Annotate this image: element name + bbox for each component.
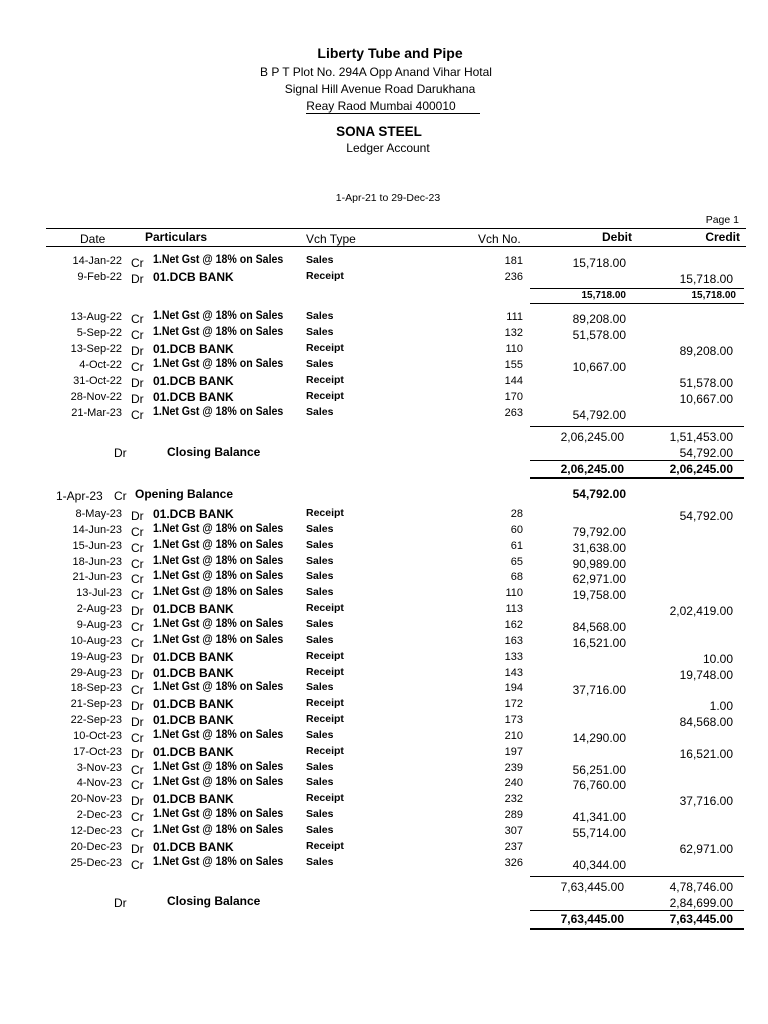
entry-dr-cr: Dr <box>131 344 144 358</box>
entry-particulars: 1.Net Gst @ 18% on Sales <box>153 326 284 338</box>
entry-particulars: 01.DCB BANK <box>153 270 234 284</box>
entry-vch-type: Sales <box>306 326 334 338</box>
entry-dr-cr: Cr <box>131 619 144 634</box>
entry-credit: 16,521.00 <box>679 746 733 761</box>
ledger-row <box>0 523 768 539</box>
entry-credit: 15,718.00 <box>679 272 733 286</box>
entry-particulars: 1.Net Gst @ 18% on Sales <box>153 760 284 773</box>
entry-dr-cr: Cr <box>131 540 144 555</box>
entry-credit: 51,578.00 <box>679 376 733 390</box>
entry-credit: 62,971.00 <box>679 841 733 856</box>
entry-particulars: 01.DCB BANK <box>153 374 234 388</box>
ledger-row <box>0 390 768 406</box>
entry-debit: 37,716.00 <box>572 683 626 698</box>
ledger-row <box>0 776 768 792</box>
page-number: Page 1 <box>705 214 739 226</box>
entry-date: 3-Nov-23 <box>76 761 122 774</box>
section2-closing-amount: 54,792.00 <box>679 446 733 460</box>
entry-date: 13-Sep-22 <box>70 343 122 355</box>
entry-particulars: 01.DCB BANK <box>153 665 234 680</box>
entry-date: 29-Aug-23 <box>70 666 122 679</box>
ledger-row <box>0 618 768 634</box>
entry-credit: 1.00 <box>709 699 733 714</box>
entry-credit: 89,208.00 <box>679 344 733 358</box>
entry-vch-type: Receipt <box>306 792 344 805</box>
entry-debit: 19,758.00 <box>572 588 626 603</box>
entry-date: 18-Jun-23 <box>72 555 122 568</box>
ledger-row <box>0 270 768 286</box>
entry-vch-type: Sales <box>306 358 334 370</box>
entry-credit: 10.00 <box>702 651 733 666</box>
entry-vch-type: Receipt <box>306 342 344 354</box>
report-type: Ledger Account <box>346 141 430 155</box>
entry-debit: 16,521.00 <box>572 635 626 650</box>
section2-grand-rule-bottom <box>530 477 744 479</box>
section2-grand-credit: 2,06,245.00 <box>669 462 733 476</box>
entry-particulars: 01.DCB BANK <box>153 390 234 404</box>
entry-date: 12-Dec-23 <box>70 825 122 837</box>
entry-dr-cr: Cr <box>131 683 144 698</box>
entry-dr-cr: Cr <box>131 826 144 840</box>
entry-credit: 37,716.00 <box>679 794 733 809</box>
entry-dr-cr: Cr <box>131 762 144 777</box>
ledger-row <box>0 840 768 856</box>
ledger-row <box>0 555 768 571</box>
entry-date: 18-Sep-23 <box>70 682 122 695</box>
entry-particulars: 1.Net Gst @ 18% on Sales <box>153 728 284 741</box>
entry-particulars: 01.DCB BANK <box>153 342 234 356</box>
entry-particulars: 01.DCB BANK <box>153 507 234 521</box>
entry-debit: 79,792.00 <box>572 524 626 539</box>
ledger-row <box>0 374 768 390</box>
entry-credit: 19,748.00 <box>679 667 733 682</box>
ledger-row <box>0 586 768 602</box>
entry-vch-type: Sales <box>306 617 334 630</box>
entry-vch-no: 181 <box>504 255 523 267</box>
entry-particulars: 1.Net Gst @ 18% on Sales <box>153 538 284 551</box>
entry-vch-no: 162 <box>504 618 523 631</box>
entry-vch-no: 144 <box>504 375 523 387</box>
ledger-row <box>0 681 768 697</box>
entry-date: 13-Jul-23 <box>76 587 122 600</box>
entry-dr-cr: Cr <box>131 635 144 650</box>
entry-dr-cr: Cr <box>131 778 144 793</box>
entry-vch-type: Sales <box>306 760 334 773</box>
entry-date: 14-Jun-23 <box>72 523 122 536</box>
entry-vch-no: 194 <box>504 682 523 695</box>
entry-vch-type: Sales <box>306 855 334 868</box>
column-particulars: Particulars <box>145 230 208 244</box>
entry-particulars: 1.Net Gst @ 18% on Sales <box>153 570 284 583</box>
section1-subtotal-debit: 15,718.00 <box>581 290 626 301</box>
section2-total-debit: 2,06,245.00 <box>560 430 624 444</box>
section2-closing-label: Closing Balance <box>167 445 261 459</box>
entry-particulars: 1.Net Gst @ 18% on Sales <box>153 358 284 370</box>
entry-debit: 76,760.00 <box>572 778 626 793</box>
entry-debit: 89,208.00 <box>572 312 626 326</box>
section3-closing-drcr: Dr <box>114 896 127 910</box>
entry-vch-type: Receipt <box>306 507 344 519</box>
entry-dr-cr: Dr <box>131 651 144 666</box>
entry-date: 21-Sep-23 <box>70 698 122 711</box>
entry-particulars: 1.Net Gst @ 18% on Sales <box>153 633 284 646</box>
entry-date: 14-Jan-22 <box>72 255 122 267</box>
entry-particulars: 01.DCB BANK <box>153 602 234 617</box>
entry-vch-type: Receipt <box>306 270 344 282</box>
company-address-line-1: B P T Plot No. 294A Opp Anand Vihar Hotal <box>260 65 492 79</box>
entry-particulars: 01.DCB BANK <box>153 697 234 712</box>
header-top-rule <box>46 228 746 229</box>
entry-dr-cr: Cr <box>131 256 144 270</box>
entry-date: 15-Jun-23 <box>72 539 122 552</box>
entry-vch-no: 132 <box>504 327 523 339</box>
entry-vch-no: 143 <box>504 666 523 679</box>
entry-date: 21-Jun-23 <box>72 571 122 584</box>
section1-subtotal-credit: 15,718.00 <box>691 290 736 301</box>
opening-balance-label: Opening Balance <box>135 487 234 501</box>
entry-debit: 84,568.00 <box>572 619 626 634</box>
entry-date: 10-Oct-23 <box>73 729 122 742</box>
section2-closing-drcr: Dr <box>114 446 127 460</box>
entry-dr-cr: Dr <box>131 841 144 856</box>
entry-credit: 10,667.00 <box>679 392 733 406</box>
entry-vch-no: 210 <box>504 729 523 742</box>
ledger-row <box>0 539 768 555</box>
entry-vch-no: 232 <box>504 793 523 806</box>
entry-debit: 51,578.00 <box>572 328 626 342</box>
entry-vch-type: Sales <box>306 808 334 821</box>
entry-debit: 10,667.00 <box>572 360 626 374</box>
entry-vch-no: 197 <box>504 745 523 758</box>
entry-vch-type: Sales <box>306 824 334 836</box>
ledger-row <box>0 650 768 666</box>
header-bottom-rule <box>46 246 746 247</box>
opening-date: 1-Apr-23 <box>56 489 103 503</box>
section3-grand-rule-bottom <box>530 928 744 930</box>
entry-vch-type: Sales <box>306 538 334 551</box>
column-vch-no: Vch No. <box>478 232 521 246</box>
entry-dr-cr: Dr <box>131 715 144 730</box>
entry-particulars: 1.Net Gst @ 18% on Sales <box>153 776 284 789</box>
entry-vch-type: Sales <box>306 310 334 322</box>
entry-particulars: 1.Net Gst @ 18% on Sales <box>153 310 284 322</box>
entry-dr-cr: Dr <box>131 699 144 714</box>
entry-vch-type: Sales <box>306 586 334 599</box>
entry-date: 4-Nov-23 <box>76 777 122 790</box>
entry-vch-type: Sales <box>306 570 334 583</box>
entry-debit: 15,718.00 <box>572 256 626 270</box>
entry-vch-type: Receipt <box>306 602 344 615</box>
entry-particulars: 1.Net Gst @ 18% on Sales <box>153 522 284 535</box>
report-period: 1-Apr-21 to 29-Dec-23 <box>335 192 441 204</box>
entry-particulars: 1.Net Gst @ 18% on Sales <box>153 586 284 599</box>
ledger-row <box>0 729 768 745</box>
entry-date: 22-Sep-23 <box>70 714 122 727</box>
company-name: Liberty Tube and Pipe <box>317 45 463 61</box>
entry-date: 28-Nov-22 <box>70 391 122 403</box>
entry-dr-cr: Dr <box>131 509 144 523</box>
entry-date: 2-Aug-23 <box>76 603 122 616</box>
entry-date: 5-Sep-22 <box>76 327 122 339</box>
ledger-row <box>0 697 768 713</box>
ledger-row <box>0 824 768 840</box>
section3-total-debit: 7,63,445.00 <box>560 880 624 894</box>
entry-date: 9-Aug-23 <box>76 618 122 631</box>
entry-vch-no: 289 <box>504 809 523 822</box>
entry-vch-type: Receipt <box>306 744 344 757</box>
entry-particulars: 1.Net Gst @ 18% on Sales <box>153 855 284 868</box>
entry-debit: 62,971.00 <box>572 572 626 587</box>
ledger-row <box>0 254 768 270</box>
entry-vch-type: Receipt <box>306 665 344 678</box>
entry-date: 19-Aug-23 <box>70 650 122 663</box>
entry-vch-no: 68 <box>510 571 523 584</box>
entry-vch-type: Receipt <box>306 839 344 852</box>
entry-vch-type: Receipt <box>306 713 344 726</box>
entry-date: 25-Dec-23 <box>70 856 122 869</box>
company-address-line-3: Reay Raod Mumbai 400010 <box>306 99 456 113</box>
section3-closing-amount: 2,84,699.00 <box>669 896 733 910</box>
entry-dr-cr: Dr <box>131 794 144 809</box>
entry-vch-type: Receipt <box>306 390 344 402</box>
section3-totals-rule <box>530 876 744 877</box>
entry-dr-cr: Cr <box>131 857 144 872</box>
ledger-row <box>0 342 768 358</box>
entry-dr-cr: Dr <box>131 746 144 761</box>
entry-debit: 55,714.00 <box>572 826 626 840</box>
entry-vch-no: 237 <box>504 840 523 853</box>
entry-vch-no: 111 <box>506 311 523 323</box>
entry-vch-type: Receipt <box>306 649 344 662</box>
column-date: Date <box>80 232 106 246</box>
entry-vch-no: 170 <box>504 391 523 403</box>
ledger-row <box>0 856 768 872</box>
party-name: SONA STEEL <box>336 124 422 139</box>
ledger-row <box>0 792 768 808</box>
entry-debit: 14,290.00 <box>572 730 626 745</box>
entry-particulars: 1.Net Gst @ 18% on Sales <box>153 824 284 836</box>
entry-credit: 2,02,419.00 <box>669 604 733 619</box>
entry-debit: 56,251.00 <box>572 762 626 777</box>
entry-particulars: 01.DCB BANK <box>153 744 234 759</box>
entry-vch-no: 155 <box>504 359 523 371</box>
entry-particulars: 01.DCB BANK <box>153 792 234 807</box>
entry-dr-cr: Dr <box>131 272 144 286</box>
entry-vch-type: Sales <box>306 254 334 266</box>
entry-dr-cr: Cr <box>131 524 144 539</box>
entry-debit: 54,792.00 <box>572 408 626 422</box>
entry-dr-cr: Dr <box>131 667 144 682</box>
entry-debit: 40,344.00 <box>572 857 626 872</box>
ledger-row <box>0 326 768 342</box>
entry-vch-type: Sales <box>306 522 334 535</box>
entry-vch-no: 61 <box>510 539 523 552</box>
ledger-row <box>0 570 768 586</box>
ledger-row <box>0 310 768 326</box>
entry-dr-cr: Cr <box>131 312 144 326</box>
entry-date: 2-Dec-23 <box>76 809 122 822</box>
entry-particulars: 01.DCB BANK <box>153 649 234 664</box>
entry-vch-type: Sales <box>306 633 334 646</box>
entry-dr-cr: Cr <box>131 360 144 374</box>
entry-vch-type: Sales <box>306 728 334 741</box>
ledger-row <box>0 761 768 777</box>
entry-vch-no: 113 <box>505 603 523 616</box>
section2-totals-rule <box>530 426 744 427</box>
entry-particulars: 1.Net Gst @ 18% on Sales <box>153 681 284 694</box>
entry-vch-no: 163 <box>504 634 523 647</box>
entry-dr-cr: Cr <box>131 328 144 342</box>
ledger-row <box>0 666 768 682</box>
section3-grand-debit: 7,63,445.00 <box>560 912 624 926</box>
section3-closing-label: Closing Balance <box>167 894 261 908</box>
entry-date: 21-Mar-23 <box>71 407 122 419</box>
entry-vch-no: 65 <box>510 555 523 568</box>
entry-vch-type: Sales <box>306 776 334 789</box>
ledger-row <box>0 745 768 761</box>
entry-date: 8-May-23 <box>75 508 122 520</box>
section2-total-credit: 1,51,453.00 <box>669 430 733 444</box>
entry-vch-no: 263 <box>504 407 523 419</box>
entry-dr-cr: Cr <box>131 588 144 603</box>
section3-grand-rule-top <box>530 910 744 911</box>
entry-date: 20-Dec-23 <box>70 840 122 853</box>
entry-dr-cr: Cr <box>131 556 144 571</box>
entry-particulars: 1.Net Gst @ 18% on Sales <box>153 554 284 567</box>
entry-dr-cr: Dr <box>131 392 144 406</box>
entry-credit: 54,792.00 <box>679 509 733 523</box>
ledger-row <box>0 602 768 618</box>
entry-date: 31-Oct-22 <box>73 375 122 387</box>
entry-particulars: 1.Net Gst @ 18% on Sales <box>153 808 284 821</box>
entry-vch-no: 133 <box>504 650 523 663</box>
entry-dr-cr: Cr <box>131 810 144 825</box>
subtotal-rule-top <box>530 288 744 289</box>
entry-vch-type: Sales <box>306 406 334 418</box>
entry-particulars: 1.Net Gst @ 18% on Sales <box>153 617 284 630</box>
ledger-row <box>0 808 768 824</box>
entry-dr-cr: Cr <box>131 730 144 745</box>
entry-vch-no: 28 <box>510 508 523 520</box>
entry-date: 4-Oct-22 <box>79 359 122 371</box>
entry-vch-no: 173 <box>504 714 523 727</box>
section3-grand-credit: 7,63,445.00 <box>669 912 733 926</box>
ledger-row <box>0 406 768 422</box>
entry-date: 17-Oct-23 <box>73 745 122 758</box>
entry-debit: 31,638.00 <box>572 540 626 555</box>
entry-debit: 41,341.00 <box>572 810 626 825</box>
column-credit: Credit <box>705 230 740 244</box>
entry-vch-no: 326 <box>504 856 523 869</box>
company-address-line-2: Signal Hill Avenue Road Darukhana <box>284 82 476 96</box>
entry-particulars: 01.DCB BANK <box>153 713 234 728</box>
entry-dr-cr: Cr <box>131 572 144 587</box>
entry-credit: 84,568.00 <box>679 715 733 730</box>
entry-vch-type: Receipt <box>306 697 344 710</box>
section3-total-credit: 4,78,746.00 <box>669 880 733 894</box>
entry-vch-no: 110 <box>505 343 523 355</box>
entry-particulars: 01.DCB BANK <box>153 839 234 854</box>
entry-particulars: 1.Net Gst @ 18% on Sales <box>153 406 284 418</box>
entry-vch-no: 240 <box>504 777 523 790</box>
entry-vch-type: Receipt <box>306 374 344 386</box>
entry-particulars: 1.Net Gst @ 18% on Sales <box>153 254 284 266</box>
ledger-row <box>0 507 768 523</box>
ledger-row <box>0 634 768 650</box>
column-vch-type: Vch Type <box>306 232 356 246</box>
entry-vch-type: Sales <box>306 681 334 694</box>
entry-date: 13-Aug-22 <box>70 311 122 323</box>
entry-debit: 90,989.00 <box>572 556 626 571</box>
address-underline <box>306 113 480 114</box>
entry-dr-cr: Dr <box>131 604 144 619</box>
subtotal-rule-bottom <box>530 303 744 304</box>
opening-drcr: Cr <box>114 489 127 503</box>
section2-grand-rule-top <box>530 460 744 461</box>
entry-date: 20-Nov-23 <box>70 793 122 806</box>
entry-date: 10-Aug-23 <box>70 634 122 647</box>
entry-vch-type: Sales <box>306 554 334 567</box>
entry-vch-no: 60 <box>510 523 523 536</box>
entry-vch-no: 172 <box>504 698 523 711</box>
ledger-row <box>0 358 768 374</box>
entry-vch-no: 307 <box>504 825 523 837</box>
opening-balance-amount: 54,792.00 <box>572 487 626 501</box>
entry-dr-cr: Dr <box>131 376 144 390</box>
section2-grand-debit: 2,06,245.00 <box>560 462 624 476</box>
entry-vch-no: 239 <box>504 761 523 774</box>
column-debit: Debit <box>602 230 632 244</box>
entry-vch-no: 236 <box>504 271 523 283</box>
entry-dr-cr: Cr <box>131 408 144 422</box>
ledger-row <box>0 713 768 729</box>
entry-vch-no: 110 <box>505 587 523 600</box>
entry-date: 9-Feb-22 <box>77 271 122 283</box>
